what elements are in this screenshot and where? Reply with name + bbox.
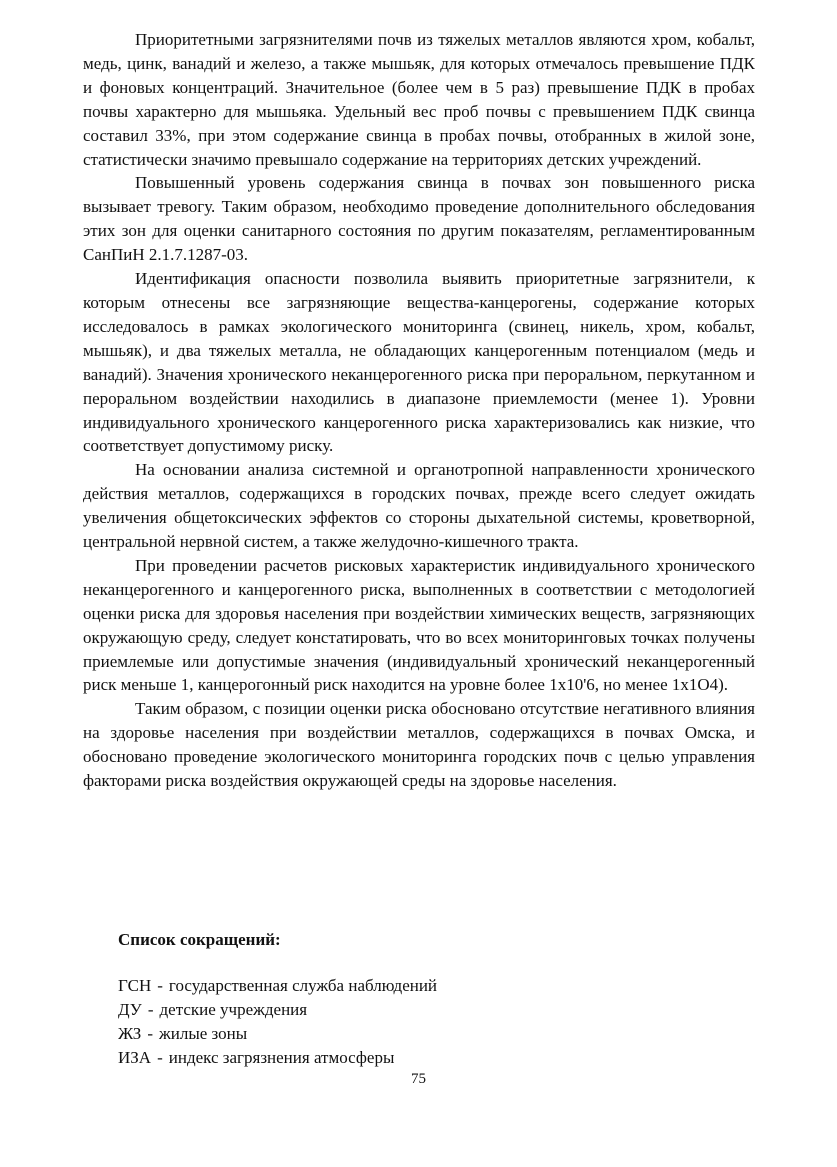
- paragraph-priority-pollutants: Приоритетными загрязнителями почв из тяжелых металлов являются хром, кобальт, медь, цинк, ванадий и железо, а также мышьяк, для которых отмечалось превышение ПДК и фоновых концентраций. Значительное (более чем в 5 раз) превышение ПДК в пробах почвы характерно для мышьяка. Удельный вес проб почвы с превышением ПДК свинца составил 33%, при этом содержание свинца в пробах почвы, отобранных в жилой зоне, статистически значимо превышало содержание на территориях детских учреждений.: [83, 30, 755, 169]
- abbreviation-item: [118, 1022, 738, 1046]
- abbreviation-item: [118, 998, 738, 1022]
- abbreviations-list: [118, 928, 738, 1070]
- abbreviation-key: ИЗА: [118, 1048, 152, 1067]
- paragraph-lead-level: Повышенный уровень содержания свинца в почвах зон повышенного риска вызывает тревогу. Таким образом, необходимо проведение дополнительного обследования этих зон для оценки санитарного состояния по другим показателям, регламентированным СанПиН 2.1.7.1287-03.: [83, 173, 755, 265]
- paragraph-conclusion: Таким образом, с позиции оценки риска обосновано отсутствие негативного влияния на здоровье населения при воздействии металлов, содержащихся в почвах Омска, и обосновано проведение экологического мониторинга городских почв с целью управления факторами риска воздействия окружающей среды на здоровье населения.: [83, 699, 755, 791]
- abbreviation-separator: -: [157, 976, 163, 995]
- abbreviation-separator: -: [157, 1048, 163, 1067]
- abbreviation-value: жилые зоны: [159, 1024, 248, 1043]
- abbreviations-title: Список сокращений:: [118, 930, 281, 949]
- document-body: [83, 28, 755, 793]
- abbreviation-separator: -: [147, 1024, 153, 1043]
- abbreviation-value: детские учреждения: [159, 1000, 308, 1019]
- abbreviation-separator: -: [147, 1000, 154, 1019]
- abbreviation-key: ГСН: [118, 976, 152, 995]
- paragraph-risk-calculation: При проведении расчетов рисковых характеристик индивидуального хронического неканцерогенного и канцерогенного риска, выполненных в соответствии с методологией оценки риска для здоровья населения при воздействии химических веществ, загрязняющих окружающую среду, следует констатировать, что во всех мониторинговых точках получены приемлемые или допустимые значения (индивидуальный хронический неканцерогенный риск меньше 1, канцерогонный риск находится на уровне более 1x10'6, но менее 1x1O4).: [83, 555, 755, 695]
- abbreviation-value: индекс загрязнения атмосферы: [168, 1048, 395, 1067]
- paragraph-hazard-identification: Идентификация опасности позволила выявить приоритетные загрязнители, к которым отнесены все загрязняющие вещества-канцерогены, содержание которых исследовалось в рамках экологического мониторинга (свинец, никель, хром, кобальт, мышьяк), и два тяжелых металла, не обладающих канцерогенным потенциалом (медь и ванадий). Значения хронического неканцерогенного риска при пероральном, перкутанном и пероральном воздействии находились в диапазоне приемлемости (менее 1). Уровни индивидуального хронического канцерогенного риска характеризовались как низкие, что соответствует допустимому риску.: [83, 269, 755, 456]
- abbreviation-key: ДУ: [118, 1000, 142, 1019]
- abbreviation-item: [118, 974, 738, 998]
- abbreviation-key: ЖЗ: [118, 1024, 142, 1043]
- abbreviation-value: государственная служба наблюдений: [168, 976, 438, 995]
- abbreviation-item: [118, 1046, 738, 1070]
- page-number: 75: [411, 1071, 426, 1087]
- paragraph-organotropic-action: На основании анализа системной и органотропной направленности хронического действия металлов, содержащихся в городских почвах, прежде всего следует ожидать увеличения общетоксических эффектов со стороны дыхательной системы, кроветворной, центральной нервной систем, а также желудочно-кишечного тракта.: [83, 460, 755, 552]
